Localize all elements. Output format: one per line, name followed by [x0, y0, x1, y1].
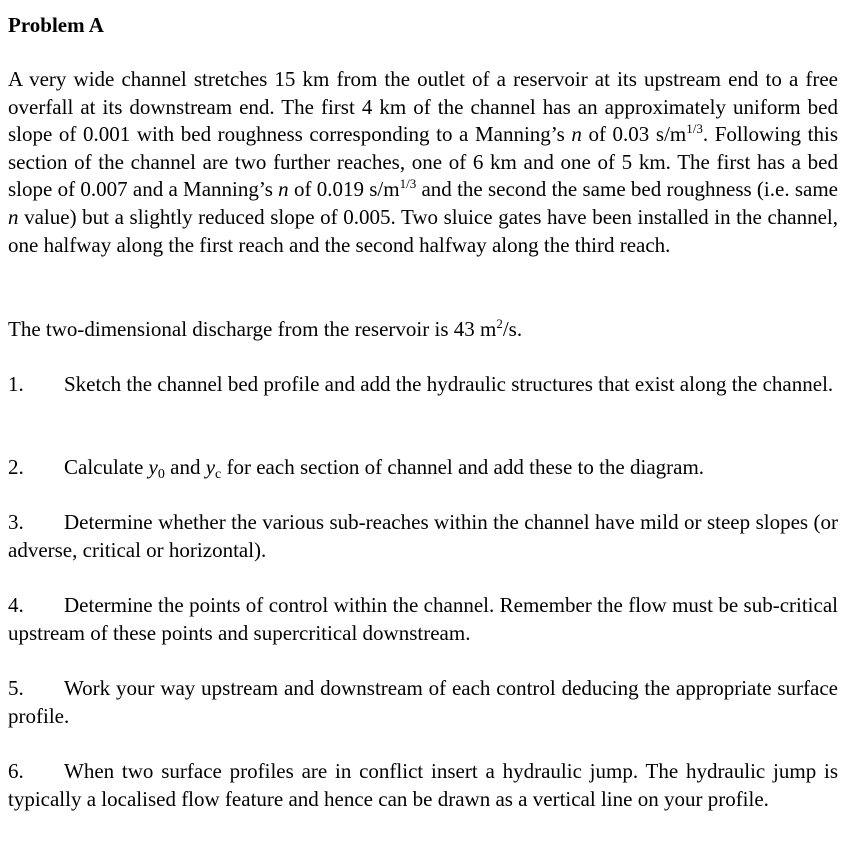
question-number: 5.	[8, 676, 24, 700]
question-number: 2.	[8, 455, 24, 479]
exponent: 2	[496, 316, 503, 331]
question-text-mid: and	[164, 455, 206, 479]
question-text-pre: Calculate	[64, 455, 149, 479]
intro-text-5: and the second the same bed roughness (i.e. same	[416, 177, 839, 202]
question-number: 3.	[8, 510, 24, 534]
question-item	[8, 371, 838, 399]
exponent: 1/3	[686, 121, 703, 137]
question-item	[8, 509, 838, 564]
question-number: 1.	[8, 372, 24, 396]
discharge-text: The two-dimensional discharge from the reservoir is 43 m	[8, 317, 497, 341]
question-number: 6.	[8, 759, 24, 783]
intro-text-4: of 0.019 s/m	[288, 177, 400, 202]
question-text: Sketch the channel bed profile and add the hydraulic structures that exist along the channel.	[64, 372, 834, 396]
question-number: 4.	[8, 593, 24, 617]
normal-depth-symbol: y	[148, 455, 158, 479]
critical-depth-symbol: y	[205, 455, 216, 479]
discharge-statement	[8, 316, 838, 344]
subscript: c	[215, 467, 222, 482]
manning-n-symbol: n	[571, 122, 582, 147]
question-item	[8, 675, 838, 730]
manning-n-symbol: n	[278, 177, 289, 202]
question-text: Work your way upstream and downstream of each control deducing the appropriate surface profile.	[8, 676, 838, 728]
question-item	[8, 454, 838, 482]
question-text: Determine whether the various sub-reaches within the channel have mild or steep slopes (or adverse, critical or horizontal).	[8, 510, 838, 562]
question-text: Determine the points of control within the channel. Remember the flow must be sub-critical upstream of these points and supercritical downstream.	[8, 593, 838, 645]
discharge-unit-tail: /s.	[502, 317, 523, 341]
intro-text-3: . Following this section of the channel are two further reaches, one of 6 km and one of 5 km. The first has a bed slope of 0.007 and a Manning’s	[8, 122, 838, 202]
subscript: 0	[157, 467, 165, 482]
exponent: 1/3	[399, 176, 417, 192]
question-item	[8, 592, 838, 647]
manning-n-symbol: n	[8, 204, 19, 229]
question-text-post: for each section of channel and add these to the diagram.	[221, 455, 705, 479]
problem-title: Problem A	[8, 13, 104, 37]
question-text: When two surface profiles are in conflict insert a hydraulic jump. The hydraulic jump is typically a localised flow feature and hence can be drawn as a vertical line on your profile.	[8, 759, 838, 811]
problem-description	[8, 66, 838, 259]
intro-text-1: A very wide channel stretches 15 km from the outlet of a reservoir at its upstream end to a free overfall at its downstream end. The first 4 km of the channel has an approximately uniform bed slope of 0.001 with bed roughness corresponding to a Manning’s	[8, 67, 838, 147]
intro-text-6: value) but a slightly reduced slope of 0.005. Two sluice gates have been installed in the channel, one halfway along the first reach and the second halfway along the third reach.	[8, 204, 838, 257]
question-item	[8, 758, 838, 813]
intro-text-2: of 0.03 s/m	[581, 122, 687, 147]
